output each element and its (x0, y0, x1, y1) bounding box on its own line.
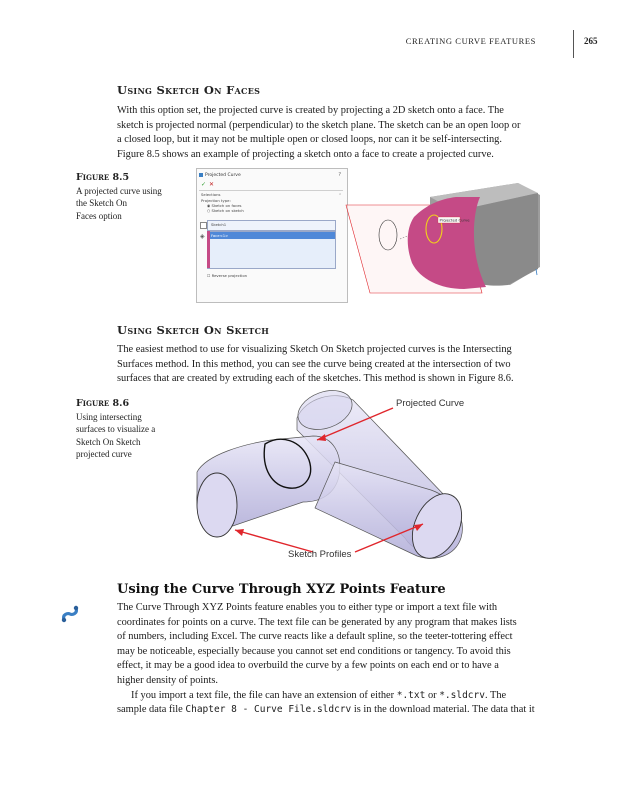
ok-check-icon[interactable]: ✓ (201, 181, 207, 188)
text-line: may be noticeable, especially because you cannot set end conditions or tangency. To avoid this (117, 645, 511, 657)
section1-paragraph (117, 104, 587, 162)
figure-caption: Using intersecting surfaces to visualize a Sketch On Sketch projected curve (76, 412, 156, 460)
text-line: surfaces that are created by extruding each of the sketches. This method is shown in Figure 8.6. (117, 373, 514, 385)
section-heading-xyz-points: Using the Curve Through XYZ Points Feature (117, 582, 446, 597)
option-sketch-on-sketch[interactable]: ○ Sketch on sketch (207, 208, 244, 213)
section-heading-sketch-on-sketch: Using Sketch On Sketch (117, 323, 270, 337)
text-line: a closed loop, but it may not be multiple open or closed loops, nor can it be self-intersecting. (117, 134, 502, 146)
divider (199, 190, 343, 191)
help-icon[interactable]: ? (338, 172, 341, 178)
callout-projected-curve: Projected Curve (396, 398, 465, 409)
selections-label: Selections (201, 192, 221, 197)
projected-curve-3d-view (340, 175, 550, 300)
list-item-selected[interactable]: Face<1> (208, 232, 335, 239)
sketch-profile-end-1 (197, 473, 237, 537)
text-line: Surfaces method. In this method, you can see the curve being created at the intersection of two (117, 358, 511, 370)
projection-type-label: Projection type: (201, 198, 231, 203)
collapse-icon[interactable]: ^ (339, 192, 341, 197)
option-sketch-on-faces[interactable]: ◉ Sketch on faces (207, 203, 242, 208)
panel-title: Projected Curve (205, 173, 241, 178)
page-number: 265 (584, 36, 598, 46)
header-divider (573, 30, 574, 58)
text-line: higher density of points. (117, 674, 219, 686)
cancel-x-icon[interactable]: ✕ (209, 181, 215, 188)
figure-label: Figure 8.6 (76, 398, 130, 409)
text-line: coordinates for points on a curve. The text file can be generated by any program that makes lists (117, 616, 517, 628)
text-line: With this option set, the projected curve is created by projecting a 2D sketch onto a face. The (117, 105, 504, 116)
axis-indicator (536, 269, 537, 275)
projected-curve-property-panel (196, 168, 348, 303)
callout-label: Projected Curve (439, 217, 470, 223)
figure-label: Figure 8.5 (76, 172, 130, 183)
section2-paragraph (117, 343, 587, 387)
feature-icon (199, 173, 203, 177)
text-line: of numbers, including Excel. The curve reacts like a default spline, so the teeter-tottering effect (117, 631, 513, 643)
figure-caption: A projected curve using the Sketch On Faces option (76, 186, 162, 221)
selection-color-bar (207, 231, 210, 268)
callout-sketch-profiles: Sketch Profiles (288, 549, 352, 560)
text-line: effect, it may be a good idea to overbuild the curve by a few points on each end or to have a (117, 660, 499, 672)
sketch-selector-icon (200, 222, 207, 229)
intersecting-surfaces-figure (185, 390, 485, 570)
text-line: The easiest method to use for visualizing Sketch On Sketch projected curves is the Intersecting (117, 344, 512, 355)
section3-paragraph (117, 601, 587, 718)
section-heading-sketch-on-faces: Using Sketch On Faces (117, 83, 261, 97)
reverse-projection-checkbox[interactable]: ☐ Reverse projection (207, 273, 248, 278)
face-selector-icon: ◈ (200, 234, 205, 240)
arrowhead (235, 529, 244, 536)
text-line: Figure 8.5 shows an example of projecting a sketch onto a face to create a projected curve. (117, 148, 494, 160)
curve-through-xyz-points-icon (60, 604, 80, 624)
sketch-selection-box[interactable]: Sketch1 (207, 220, 336, 231)
text-line: The Curve Through XYZ Points feature enables you to either type or import a text file with (117, 602, 498, 613)
text-line: sketch is projected normal (perpendicular) to the sketch plane. The sketch can be an open loop or (117, 119, 521, 131)
face-selection-list[interactable] (207, 231, 336, 269)
text-line: sample data file Chapter 8 - Curve File.sldcrv is in the download material. The data that it (117, 704, 535, 716)
running-head-title: CREATING CURVE FEATURES (405, 36, 536, 46)
text-line: If you import a text file, the file can have an extension of either *.txt or *.sldcrv. The (131, 689, 507, 701)
